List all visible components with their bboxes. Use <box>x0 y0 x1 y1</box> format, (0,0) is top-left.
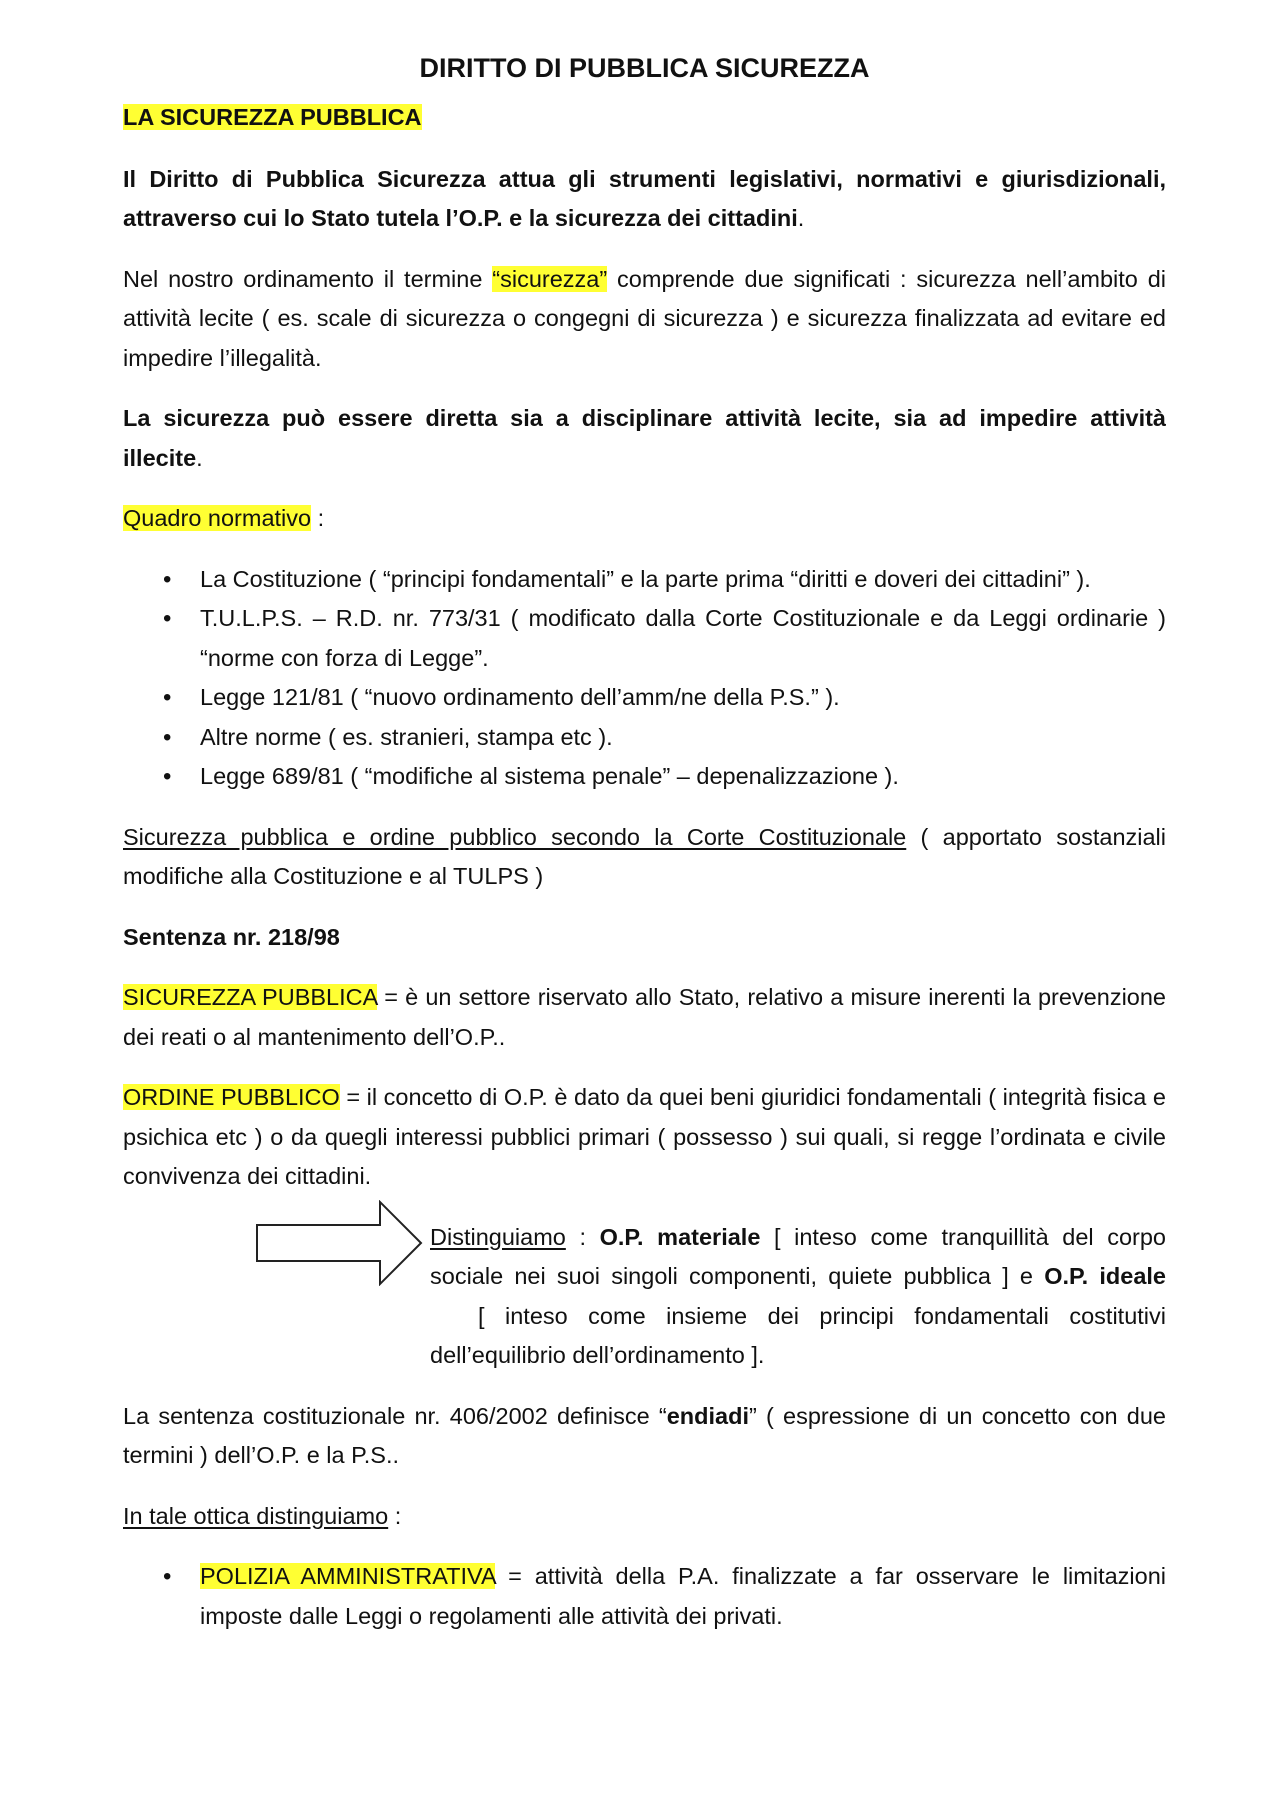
corte-underlined-text: Sicurezza pubblica e ordine pubblico secondo la Corte Costituzionale <box>123 823 907 850</box>
list-item <box>123 1557 1166 1636</box>
ottica-heading <box>123 1497 1166 1537</box>
polizia-amministrativa-text: = attività della P.A. finalizzate a far osservare le limitazioni imposte dalle Leggi o regolamenti alle attività dei privati. <box>200 1563 1167 1629</box>
document-content <box>123 48 1166 1657</box>
ottica-label: In tale ottica distinguiamo <box>123 1502 389 1529</box>
quadro-normativo-suffix: : <box>311 505 325 531</box>
ottica-suffix: : <box>388 1502 402 1529</box>
p2-before: Nel nostro ordinamento il termine <box>123 265 493 292</box>
list-item-text: Legge 689/81 ( “modifiche al sistema penale” – depenalizzazione ). <box>200 763 899 789</box>
bullet-icon: • <box>163 723 172 751</box>
polizia-amministrativa-label: POLIZIA AMMINISTRATIVA <box>200 1563 496 1589</box>
list-item-text: Altre norme ( es. stranieri, stampa etc ). <box>200 723 613 750</box>
op-ideale-text: [ inteso come insieme dei principi fondamentali costitutivi dell’equilibrio dell’ordinamento ]. <box>430 1302 1166 1368</box>
endiadi-before: La sentenza costituzionale nr. 406/2002 definisce “ <box>123 1402 667 1429</box>
p3-bold-text: La sicurezza può essere diretta sia a disciplinare attività lecite, sia ad impedire attività illecite <box>123 405 1166 471</box>
sicurezza-pubblica-label: SICUREZZA PUBBLICA <box>123 984 378 1010</box>
ordine-pubblico-text: = il concetto di O.P. è dato da quei beni giuridici fondamentali ( integrità fisica e psichica etc ) o da quegli interessi pubblici primari ( possesso ) sui quali, si regge l’ordinata e civile convivenza dei cittadini. <box>123 1084 1166 1189</box>
bullet-icon: • <box>163 684 172 711</box>
distinguiamo-block <box>123 1218 1166 1376</box>
op-ideale-label: O.P. ideale <box>1044 1263 1166 1289</box>
section-heading-paragraph <box>123 98 1166 138</box>
op-materiale-label: O.P. materiale <box>599 1223 761 1250</box>
p3-end: . <box>196 444 203 471</box>
sicurezza-highlight: “sicurezza” <box>492 265 608 292</box>
corte-costituzionale-paragraph <box>123 818 1166 897</box>
list-item-text: Legge 121/81 ( “nuovo ordinamento dell’amm/ne della P.S.” ). <box>200 684 840 710</box>
op-materiale-text: [ inteso come tranquillità del corpo sociale nei suoi singoli componenti, quiete pubblica ] e <box>430 1223 1166 1289</box>
sentenza-label: Sentenza nr. 218/98 <box>123 923 340 950</box>
document-title: DIRITTO DI PUBBLICA SICUREZZA <box>419 53 870 83</box>
list-item <box>123 757 1166 797</box>
right-arrow-icon <box>255 1200 423 1286</box>
polizia-list <box>123 1557 1166 1636</box>
distinguiamo-label: Distinguiamo <box>430 1223 566 1250</box>
intro-bold-text: Il Diritto di Pubblica Sicurezza attua gli strumenti legislativi, normativi e giurisdizionali, attraverso cui lo Stato tutela l’O.P. e la sicurezza dei cittadini <box>123 165 1166 231</box>
sentenza-heading <box>123 918 1166 958</box>
bullet-icon: • <box>163 763 172 790</box>
quadro-normativo-list <box>123 560 1166 797</box>
ordine-pubblico-label: ORDINE PUBBLICO <box>123 1084 340 1110</box>
quadro-normativo-label: Quadro normativo <box>123 505 312 531</box>
list-item <box>123 718 1166 758</box>
bullet-icon: • <box>163 565 172 593</box>
sicurezza-pubblica-text: = è un settore riservato allo Stato, relativo a misure inerenti la prevenzione dei reati o al mantenimento dell’O.P.. <box>123 984 1166 1050</box>
p2-after: comprende due significati : sicurezza nell’ambito di attività lecite ( es. scale di sicurezza o congegni di sicurezza ) e sicurezza finalizzata ad evitare ed impedire l’illegalità. <box>123 265 1166 371</box>
distinguiamo-sep: : <box>565 1223 600 1250</box>
sicurezza-pubblica-definition <box>123 978 1166 1057</box>
bullet-icon: • <box>163 605 172 632</box>
distinguiamo-paragraph <box>430 1218 1166 1376</box>
intro-end: . <box>797 205 805 231</box>
endiadi-word: endiadi <box>666 1402 749 1429</box>
list-item-text: La Costituzione ( “principi fondamentali” e la parte prima “diritti e doveri dei cittadini” ). <box>200 565 1091 592</box>
sicurezza-scope-paragraph <box>123 399 1166 478</box>
list-item <box>123 599 1166 678</box>
list-item <box>123 678 1166 718</box>
endiadi-after: ” ( espressione di un concetto con due termini ) dell’O.P. e la P.S.. <box>123 1402 1166 1468</box>
intro-paragraph <box>123 160 1166 239</box>
list-item-text: T.U.L.P.S. – R.D. nr. 773/31 ( modificato dalla Corte Costituzionale e da Leggi ordinarie ) “norme con forza di Legge”. <box>200 605 1166 671</box>
sicurezza-meaning-paragraph <box>123 260 1166 379</box>
ordine-pubblico-definition <box>123 1078 1166 1197</box>
bullet-icon: • <box>163 1563 172 1590</box>
endiadi-paragraph <box>123 1397 1166 1476</box>
quadro-normativo-heading <box>123 499 1166 539</box>
list-item <box>123 560 1166 600</box>
section-heading: LA SICUREZZA PUBBLICA <box>123 104 422 130</box>
corte-rest-text: ( apportato sostanziali modifiche alla Costituzione e al TULPS ) <box>123 823 1166 889</box>
